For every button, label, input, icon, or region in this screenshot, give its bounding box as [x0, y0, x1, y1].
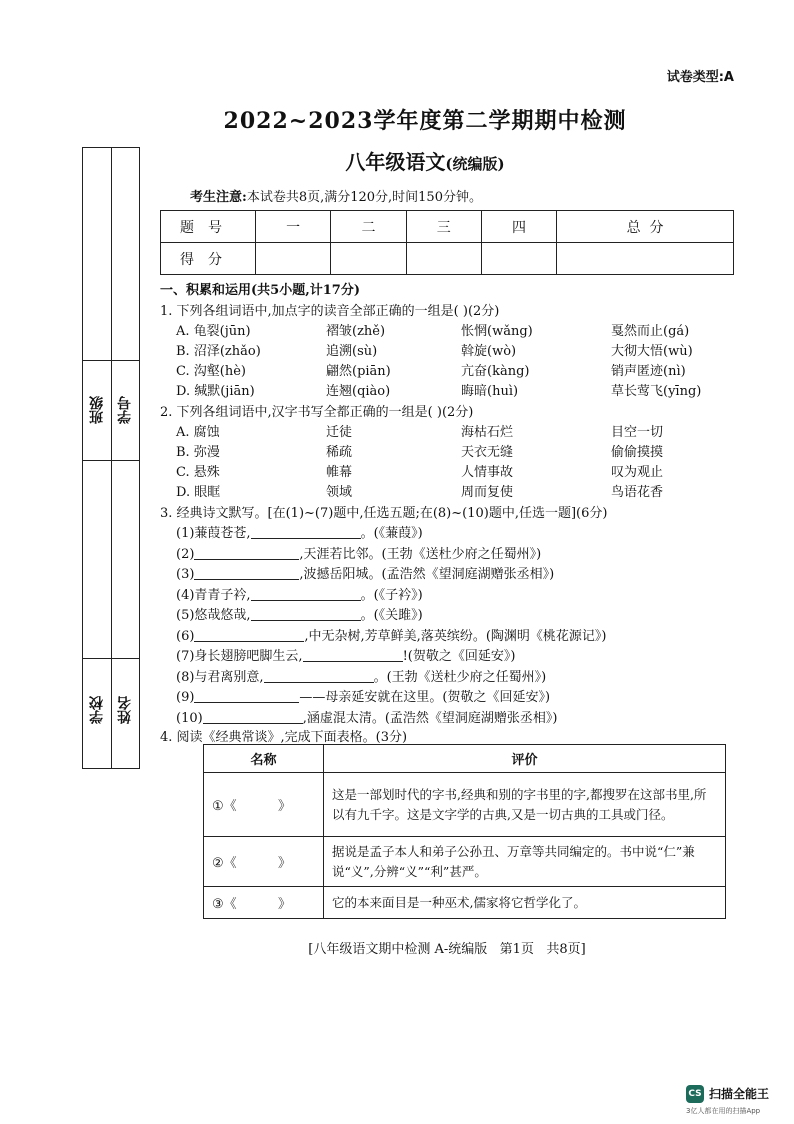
line-suffix: ,天涯若比邻。(王勃《送杜少府之任蜀州》) — [299, 547, 542, 562]
line-prefix: (10) — [176, 711, 203, 726]
section-heading: 一、积累和运用(共5小题,计17分) — [160, 283, 360, 298]
answer-blank[interactable] — [251, 588, 361, 601]
edition-label: (统编版) — [445, 155, 505, 173]
question-3-stem: 3. 经典诗文默写。[在(1)~(7)题中,任选五题;在(8)~(10)题中,任选一题](6分) — [160, 506, 608, 521]
q2-option: 天衣无缝 — [461, 445, 514, 460]
q1-option: 怅惘(wǎng) — [461, 324, 533, 339]
score-cell[interactable] — [557, 243, 734, 275]
name-label: 姓名 — [117, 696, 133, 724]
question-1-stem: 1. 下列各组词语中,加点字的读音全部正确的一组是( )(2分) — [160, 304, 500, 319]
score-col-2: 二 — [331, 211, 406, 243]
scanner-app-name: 扫描全能王 — [709, 1087, 770, 1101]
scanner-logo-icon: CS — [686, 1085, 704, 1103]
book-evaluation: 它的本来面目是一种巫术,儒家将它哲学化了。 — [324, 887, 726, 919]
q1-option: 销声匿迹(nì) — [611, 364, 686, 379]
poem-line — [176, 666, 546, 685]
line-suffix: 。(《子衿》) — [360, 588, 423, 603]
line-prefix: (9) — [176, 690, 195, 705]
poem-line — [176, 645, 515, 664]
book-row — [204, 773, 726, 837]
answer-blank[interactable] — [194, 629, 304, 642]
book-evaluation: 据说是孟子本人和弟子公孙丑、万章等共同编定的。书中说“仁”兼说“义”,分辨“义”“利”甚严。 — [324, 837, 726, 887]
line-prefix: (7)身长翅膀吧脚生云, — [176, 649, 303, 664]
q2-option: 偷偷摸摸 — [611, 445, 664, 460]
student-info-box — [82, 147, 140, 769]
q1-option: A. 龟裂(jūn) — [176, 324, 251, 339]
exam-notice — [190, 186, 482, 205]
line-suffix: 。(王勃《送杜少府之任蜀州》) — [373, 670, 547, 685]
answer-blank[interactable] — [303, 649, 403, 662]
q2-option: 目空一切 — [611, 425, 664, 440]
score-value-row — [161, 243, 734, 275]
answer-blank[interactable] — [194, 567, 299, 580]
q1-option: 晦暗(huì) — [461, 384, 519, 399]
poem-line — [176, 625, 606, 644]
q2-option: B. 弥漫 — [176, 445, 220, 460]
q2-option: 叹为观止 — [611, 465, 664, 480]
answer-blank[interactable] — [194, 547, 299, 560]
line-suffix: ,波撼岳阳城。(孟浩然《望洞庭湖赠张丞相》) — [299, 567, 555, 582]
info-col-labels — [83, 148, 112, 768]
book-name-blank[interactable]: ③《 》 — [204, 887, 324, 919]
question-4-stem: 4. 阅读《经典常谈》,完成下面表格。(3分) — [160, 730, 408, 745]
book-row — [204, 887, 726, 919]
notice-text: 本试卷共8页,满分120分,时间150分钟。 — [246, 190, 482, 205]
line-suffix: ,涵虚混太清。(孟浩然《望洞庭湖赠张丞相》) — [302, 711, 558, 726]
q2-option: 迁徒 — [326, 425, 353, 440]
book-table — [203, 744, 726, 919]
score-col-4: 四 — [481, 211, 556, 243]
exam-title: 2022~2023学年度第二学期期中检测 — [223, 108, 627, 134]
question-2-stem: 2. 下列各组词语中,汉字书写全都正确的一组是( )(2分) — [160, 405, 474, 420]
q1-option: 斡旋(wò) — [461, 344, 517, 359]
poem-line — [176, 707, 557, 726]
answer-blank[interactable] — [251, 608, 361, 621]
line-suffix: !(贺敬之《回延安》) — [402, 649, 516, 664]
book-row — [204, 837, 726, 887]
q2-option: A. 腐蚀 — [176, 425, 220, 440]
score-cell[interactable] — [256, 243, 331, 275]
subject-label: 八年级语文 — [345, 150, 446, 174]
line-suffix: ——母亲延安就在这里。(贺敬之《回延安》) — [299, 690, 551, 705]
poem-line — [176, 604, 423, 623]
school-label: 学校 — [89, 696, 105, 724]
score-header-row — [161, 211, 734, 243]
score-row-label: 题号 — [161, 211, 256, 243]
score-cell[interactable] — [331, 243, 406, 275]
line-suffix: ,中无杂树,芳草鲜美,落英缤纷。(陶渊明《桃花源记》) — [304, 629, 607, 644]
exam-subtitle — [160, 146, 690, 175]
answer-blank[interactable] — [194, 690, 299, 703]
score-cell[interactable] — [481, 243, 556, 275]
q2-option: 稀疏 — [326, 445, 353, 460]
poem-line — [176, 543, 541, 562]
score-col-3: 三 — [406, 211, 481, 243]
q1-option: 翩然(piān) — [326, 364, 391, 379]
poem-line — [176, 584, 423, 603]
line-prefix: (8)与君离别意, — [176, 670, 264, 685]
q2-option: 周而复使 — [461, 485, 514, 500]
name-header: 名称 — [204, 745, 324, 773]
q1-option: 草长莺飞(yīng) — [611, 384, 702, 399]
q2-option: C. 悬殊 — [176, 465, 220, 480]
page-footer: [八年级语文期中检测 A-统编版 第1页 共8页] — [308, 942, 586, 957]
q1-option: D. 缄默(jiān) — [176, 384, 255, 399]
score-cell[interactable] — [406, 243, 481, 275]
q2-option: 领域 — [326, 485, 353, 500]
line-prefix: (1)蒹葭苍苍, — [176, 526, 251, 541]
q1-option: B. 沼泽(zhǎo) — [176, 344, 261, 359]
q1-option: 大彻大悟(wù) — [611, 344, 693, 359]
scanner-tagline: 3亿人都在用的扫描App — [686, 1107, 761, 1115]
poem-line — [176, 686, 550, 705]
line-prefix: (4)青青子衿, — [176, 588, 251, 603]
q1-option: C. 沟壑(hè) — [176, 364, 246, 379]
q1-option: 褶皱(zhě) — [326, 324, 386, 339]
answer-blank[interactable] — [264, 670, 374, 683]
notice-label: 考生注意: — [190, 190, 247, 205]
line-prefix: (6) — [176, 629, 195, 644]
answer-blank[interactable] — [203, 711, 303, 724]
q1-option: 追溯(sù) — [326, 344, 378, 359]
q1-option: 戛然而止(gá) — [611, 324, 690, 339]
book-name-blank[interactable]: ②《 》 — [204, 837, 324, 887]
line-suffix: 。(《蒹葭》) — [360, 526, 423, 541]
q1-option: 亢奋(kàng) — [461, 364, 530, 379]
score-col-total: 总 分 — [557, 211, 734, 243]
info-col-labels-2 — [111, 148, 139, 768]
q2-option: D. 眼眶 — [176, 485, 221, 500]
q2-option: 海枯石烂 — [461, 425, 514, 440]
paper-type: 试卷类型:A — [666, 70, 734, 85]
answer-blank[interactable] — [251, 526, 361, 539]
score-col-1: 一 — [256, 211, 331, 243]
line-prefix: (5)悠哉悠哉, — [176, 608, 251, 623]
student-number-label: 学号 — [117, 396, 133, 424]
score-row-label: 得分 — [161, 243, 256, 275]
line-prefix: (3) — [176, 567, 195, 582]
poem-line — [176, 563, 554, 582]
eval-header: 评价 — [324, 745, 726, 773]
line-prefix: (2) — [176, 547, 195, 562]
q2-option: 鸟语花香 — [611, 485, 664, 500]
q2-option: 帷幕 — [326, 465, 353, 480]
book-evaluation: 这是一部划时代的字书,经典和别的字书里的字,都搜罗在这部书里,所以有九千字。这是文字学的古典,又是一切古典的工具或门径。 — [324, 773, 726, 837]
class-label: 班级 — [89, 396, 105, 424]
line-suffix: 。(《关雎》) — [360, 608, 423, 623]
score-table — [160, 210, 734, 275]
poem-line — [176, 522, 423, 541]
book-name-blank[interactable]: ①《 》 — [204, 773, 324, 837]
book-table-header — [204, 745, 726, 773]
q2-option: 人情事故 — [461, 465, 514, 480]
q1-option: 连翘(qiào) — [326, 384, 391, 399]
